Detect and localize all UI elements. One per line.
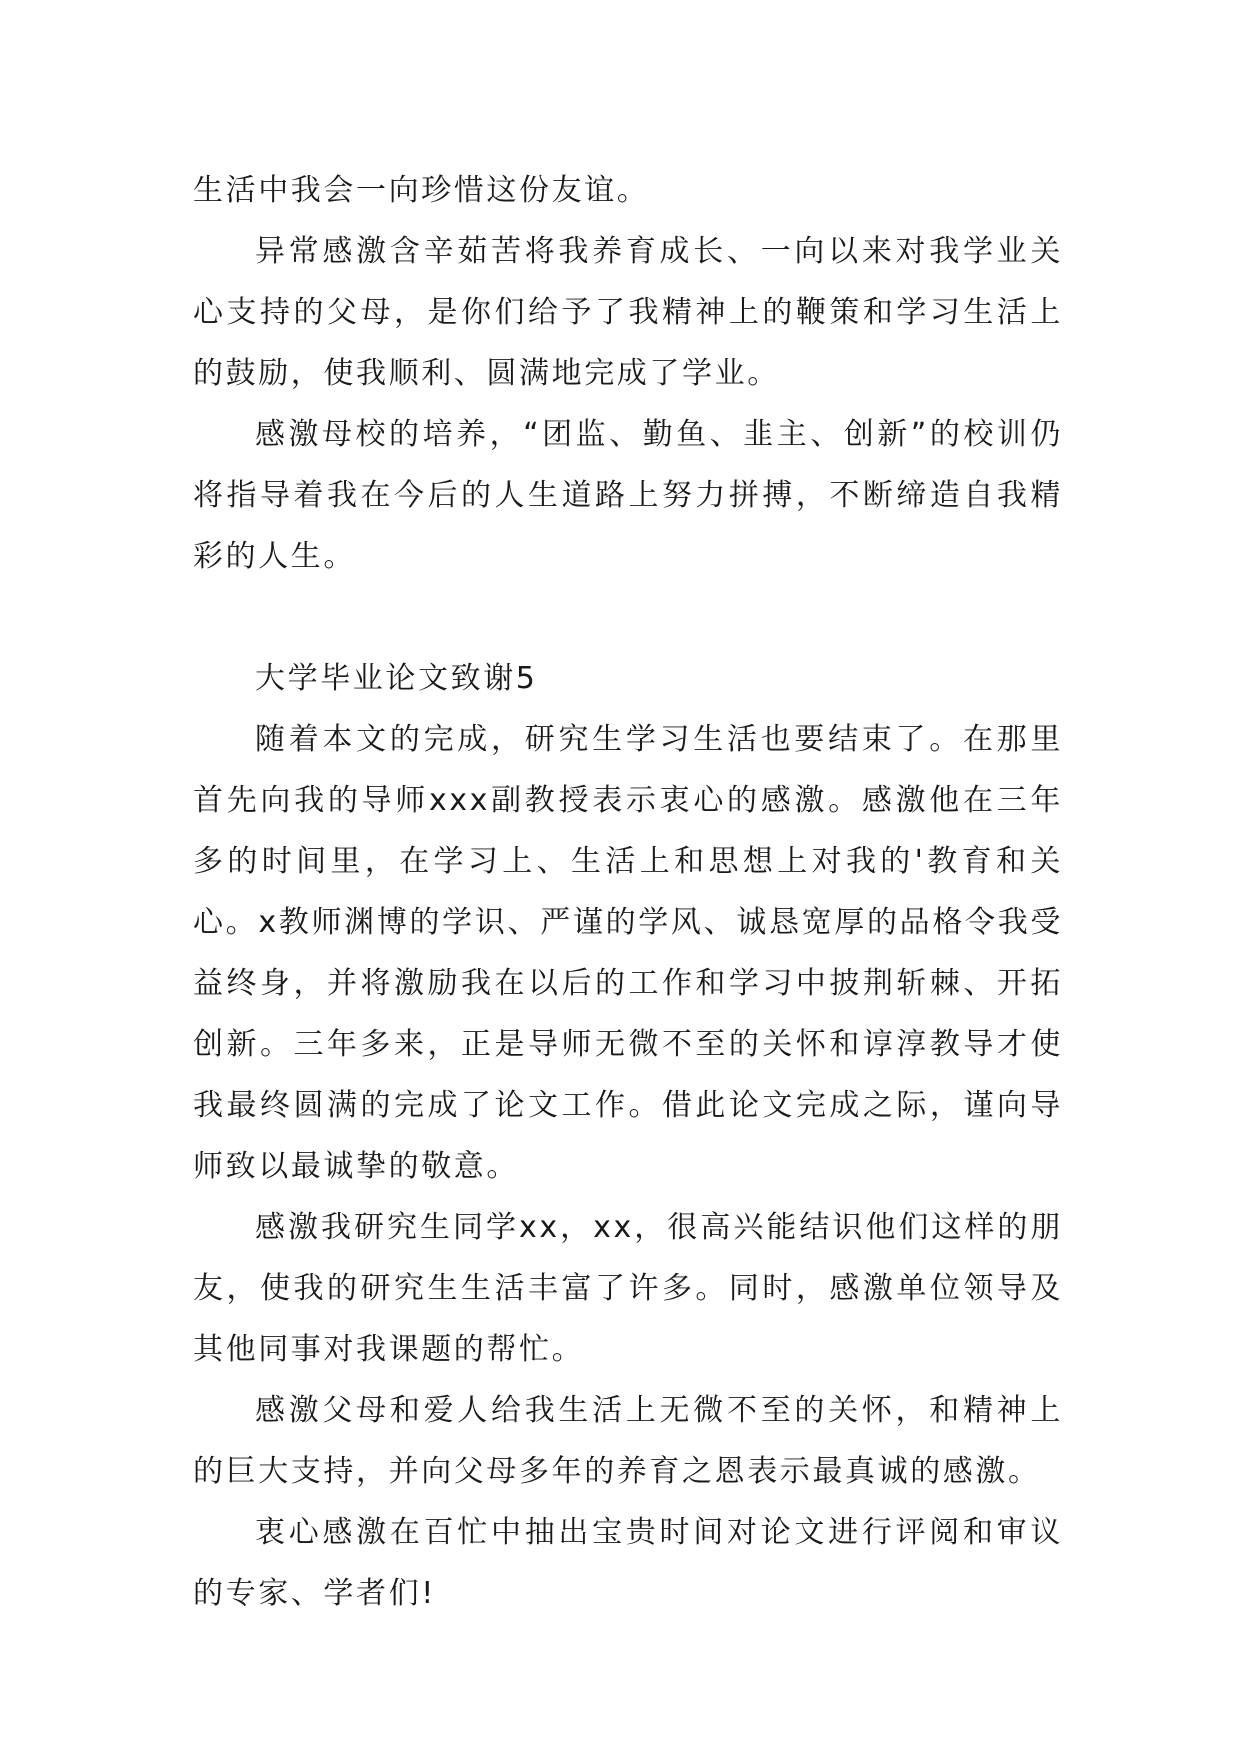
document-body	[193, 160, 1063, 1624]
paragraph-thanks-school: 感激母校的培养，“团监、勤鱼、韭主、创新”的校训仍将指导着我在今后的人生道路上努力拼搏，不断缔造自我精彩的人生。	[193, 417, 1063, 574]
paragraph-thanks-family: 感激父母和爱人给我生活上无微不至的关怀，和精神上的巨大支持，并向父母多年的养育之恩表示最真诚的感激。	[193, 1393, 1063, 1489]
paragraph-thanks-classmates: 感激我研究生同学xx，xx，很高兴能结识他们这样的朋友，使我的研究生生活丰富了许多。同时，感激单位领导及其他同事对我课题的帮忙。	[193, 1210, 1063, 1367]
section-heading: 大学毕业论文致谢5	[255, 661, 538, 696]
paragraph-thanks-advisor: 随着本文的完成，研究生学习生活也要结束了。在那里首先向我的导师xxx副教授表示衷心的感激。感激他在三年多的时间里，在学习上、生活上和思想上对我的'教育和关心。x教师渊博的学识、严谨的学风、诚恳宽厚的品格令我受益终身，并将激励我在以后的工作和学习中披荆斩棘、开拓创新。三年多来，正是导师无微不至的关怀和谆淳教导才使我最终圆满的完成了论文工作。借此论文完成之际，谨向导师致以最诚挚的敬意。	[193, 722, 1063, 1184]
paragraph-thanks-parents: 异常感激含辛茹苦将我养育成长、一向以来对我学业关心支持的父母，是你们给予了我精神上的鞭策和学习生活上的鼓励，使我顺利、圆满地完成了学业。	[193, 234, 1063, 391]
paragraph-continuation: 生活中我会一向珍惜这份友谊。	[193, 173, 650, 208]
paragraph-thanks-reviewers: 衷心感激在百忙中抽出宝贵时间对论文进行评阅和审议的专家、学者们!	[193, 1515, 1063, 1611]
